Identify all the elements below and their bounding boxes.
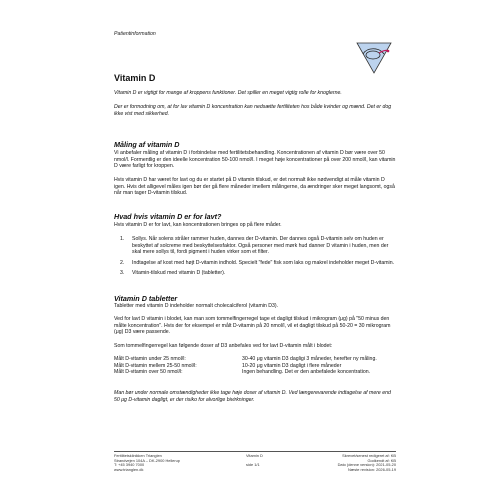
intro-paragraph-2: Der er formodning om, at for lav vitamin D koncentration kan nedsætte fertiliteten hos både kvinder og mænd. Det er dog ikke vist med sikkerhed. (114, 104, 392, 117)
footer-clinic-name: Fertilitetsklinikken Trianglen (114, 453, 162, 458)
tabletter-paragraph-1: Tabletter med vitamin D indeholder normalt cholecalciferol (vitamin D3). (114, 303, 279, 309)
footer-doc-title: Vitamin D (246, 453, 263, 458)
dose-value: 10-20 μg vitamin D3 dagligt i flere måneder (242, 362, 342, 369)
footer-revision-info (296, 454, 396, 473)
list-item-number: 1. (120, 236, 125, 242)
section-heading-lavt: Hvad hvis vitamin D er for lavt? (114, 212, 222, 221)
dose-label: Målt D-vitamin over 50 nmol/l: (114, 369, 183, 375)
footer-address: Strandvejen 104A – DK-2900 Hellerup (114, 457, 180, 463)
list-item-number: 3. (120, 270, 125, 276)
footer-version-date: Dato (denne version): 2021-05-20 (337, 462, 396, 468)
intro-paragraph-1: Vitamin D er vigtigt for mange af kroppens funktioner. Det spiller en meget vigtig rolle for knoglerne. (114, 90, 342, 96)
footer-document-info (246, 454, 263, 468)
list-item-text: Vitamin-tilskud med vitamin D (tabletter). (132, 270, 226, 276)
footer-edited-by: Skrevet/senest redigeret af: KB (342, 453, 396, 458)
dose-row (114, 369, 377, 376)
tabletter-paragraph-3: Som tommelfingerregel kan følgende doser af D3 anbefales ved for lavt D-vitamin målt i blodet: (114, 343, 333, 349)
dose-label: Målt D-vitamin under 25 nmol/l: (114, 356, 186, 362)
dose-label: Målt D-vitamin mellem 25-50 nmol/l: (114, 362, 197, 369)
section-heading-tabletter: Vitamin D tabletter (114, 294, 178, 303)
list-item (114, 270, 396, 277)
tabletter-paragraph-2: Ved for lavt D vitamin i blodet, kan man som tommelfingerregel tage et dagligt tilskud i mikrogram (μg) på "50 minus den målte koncentration". Hvis der for eksempel er målt D-vitamin på 20 nmol/l, vil et dagligt tilskud på 50-20 = 30 mikrogram (μg) D3 være passende. (114, 316, 391, 335)
lavt-paragraph-1: Hvis vitamin D er for lavt, kan koncentrationen bringes op på flere måder. (114, 222, 282, 228)
dose-value: Ingen behandling. Det er den anbefalede koncentration. (242, 369, 371, 375)
dosage-warning-note: Man bør under normale omstændigheder ikke tage høje doser af vitamin D. Ved længerevarende indtagelse af mere end 50 μg D-vitamin dagligt, er der risiko for alvorlige bivirkninger. (114, 390, 391, 403)
footer-divider (114, 451, 396, 452)
maaling-paragraph-1: Vi anbefaler måling af vitamin D i forbindelse med fertilitetsbehandling. Koncentrationen af vitamin D bør være over 50 nmol/l. Formentlig er den ideelle koncentration 50-100 nmol/l. I meget høje koncentrationer på over 200 nmol/l, kan vitamin D være farligt for kroppen. (114, 150, 396, 169)
header-label: Patientinformation (114, 31, 156, 37)
list-item-number: 2. (120, 259, 125, 266)
maaling-paragraph-2: Hvis vitamin D har været for lavt og du er startet på D vitamin tilskud, er det normalt ikke nødvendigt at måle vitamin D igen. Hvis det alligevel måles igen bør der gå flere måneder imellem målingerne, da ændringer sker meget langsomt, også når man tager D-vitamin tilskud. (114, 177, 395, 196)
footer-approved-by: Godkendt af: KB (367, 457, 396, 463)
section-heading-maaling: Måling af vitamin D (114, 140, 180, 149)
dose-table (114, 356, 377, 376)
dose-value: 30-40 μg vitamin D3 dagligi 3 måneder, herefter ny måling. (242, 356, 377, 362)
list-item-text: Indtagelse af kost med højt D-vitamin indhold. Specielt "fede" fisk som laks og makrel indeholder meget D-vitamin. (132, 259, 395, 266)
ways-list (114, 236, 396, 281)
footer-clinic-info (114, 454, 180, 473)
clinic-logo-icon (355, 41, 393, 75)
list-item (114, 236, 396, 256)
list-item-text: Sollys. Når solens stråler rammer huden, dannes der D-vitamin. Der dannes også D-vitamin selv om huden er beskyttet af solcreme med beskyttelsesfaktor. Også personer med mørk hud danner D vitamin i huden, men der skal mere sollys til, fordi pigment i huden virker som et filter. (132, 236, 389, 255)
footer-next-revision: Næste revision: 2026-05-19 (347, 467, 396, 473)
footer-phone: T: +45 3940 7000 (114, 462, 145, 468)
footer-website-link[interactable]: www.trianglen.dk (114, 467, 144, 473)
page-title: Vitamin D (114, 73, 156, 83)
list-item (114, 260, 396, 267)
footer-page-number: side 1/1 (246, 462, 260, 468)
